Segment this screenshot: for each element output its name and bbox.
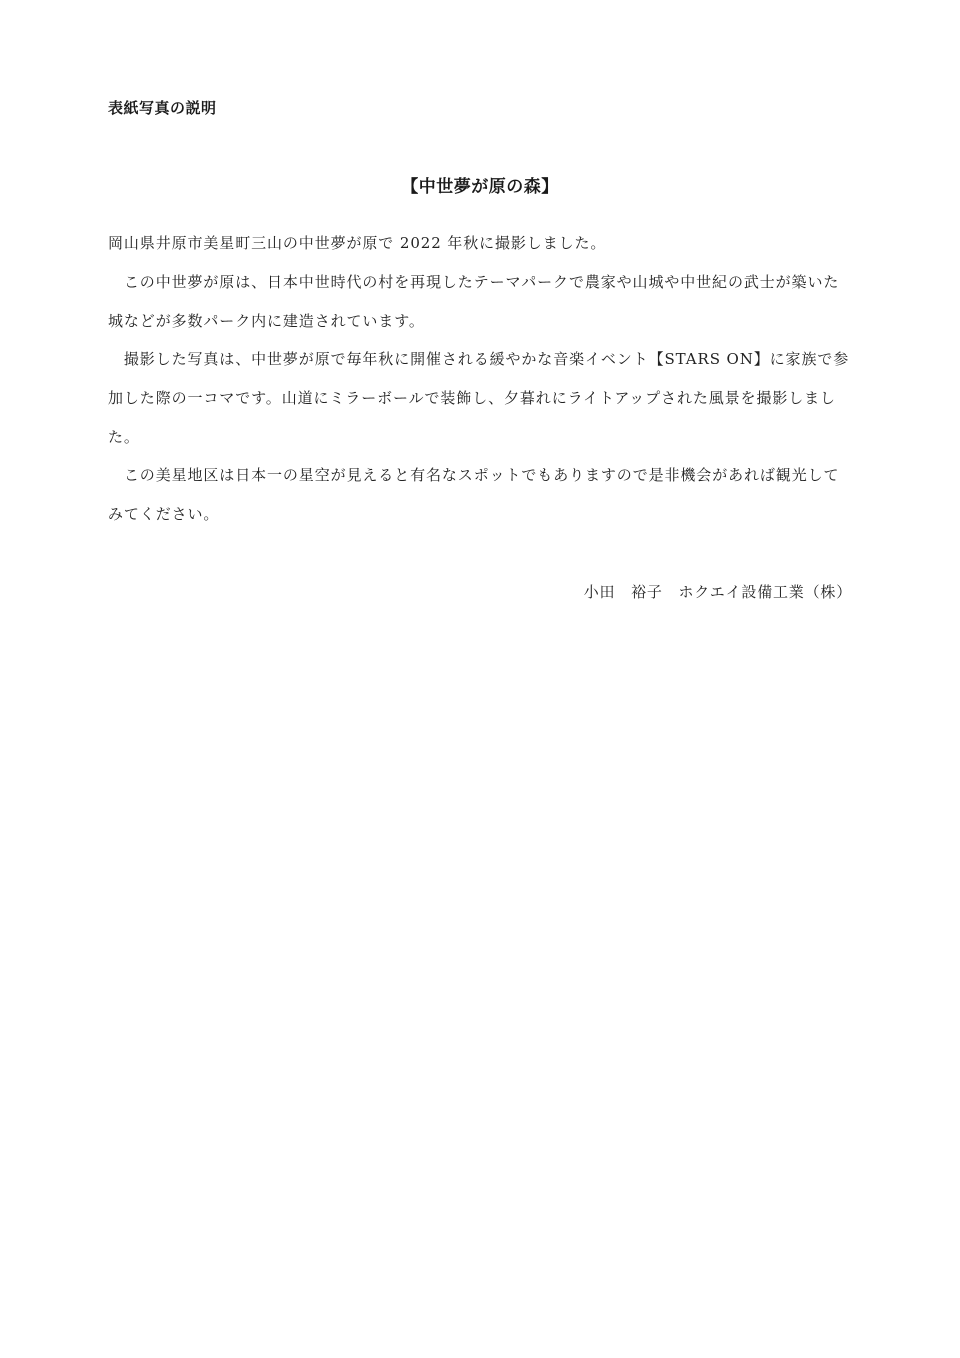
body-line: この美星地区は日本一の星空が見えると有名なスポットでもありますので是非機会があれば観光して [108, 466, 840, 484]
body-paragraphs [108, 0, 854, 540]
body-line: た。 [108, 428, 140, 446]
body-line: 城などが多数パーク内に建造されています。 [108, 312, 425, 330]
document-title: 【中世夢が原の森】 [401, 177, 559, 197]
body-line: 加した際の一コマです。山道にミラーボールで装飾し、夕暮れにライトアップされた風景を撮影しまし [108, 389, 836, 407]
body-line: みてください。 [108, 505, 220, 523]
section-heading: 表紙写真の説明 [108, 99, 217, 117]
body-line: 岡山県井原市美星町三山の中世夢が原で 2022 年秋に撮影しました。 [108, 234, 607, 252]
author-signature: 小田 裕子 ホクエイ設備工業（株） [583, 583, 852, 601]
body-line: この中世夢が原は、日本中世時代の村を再現したテーマパークで農家や山城や中世紀の武士が築いた [108, 273, 840, 291]
body-line: 撮影した写真は、中世夢が原で毎年秋に開催される緩やかな音楽イベント【STARS ON】に家族で参 [108, 350, 850, 368]
